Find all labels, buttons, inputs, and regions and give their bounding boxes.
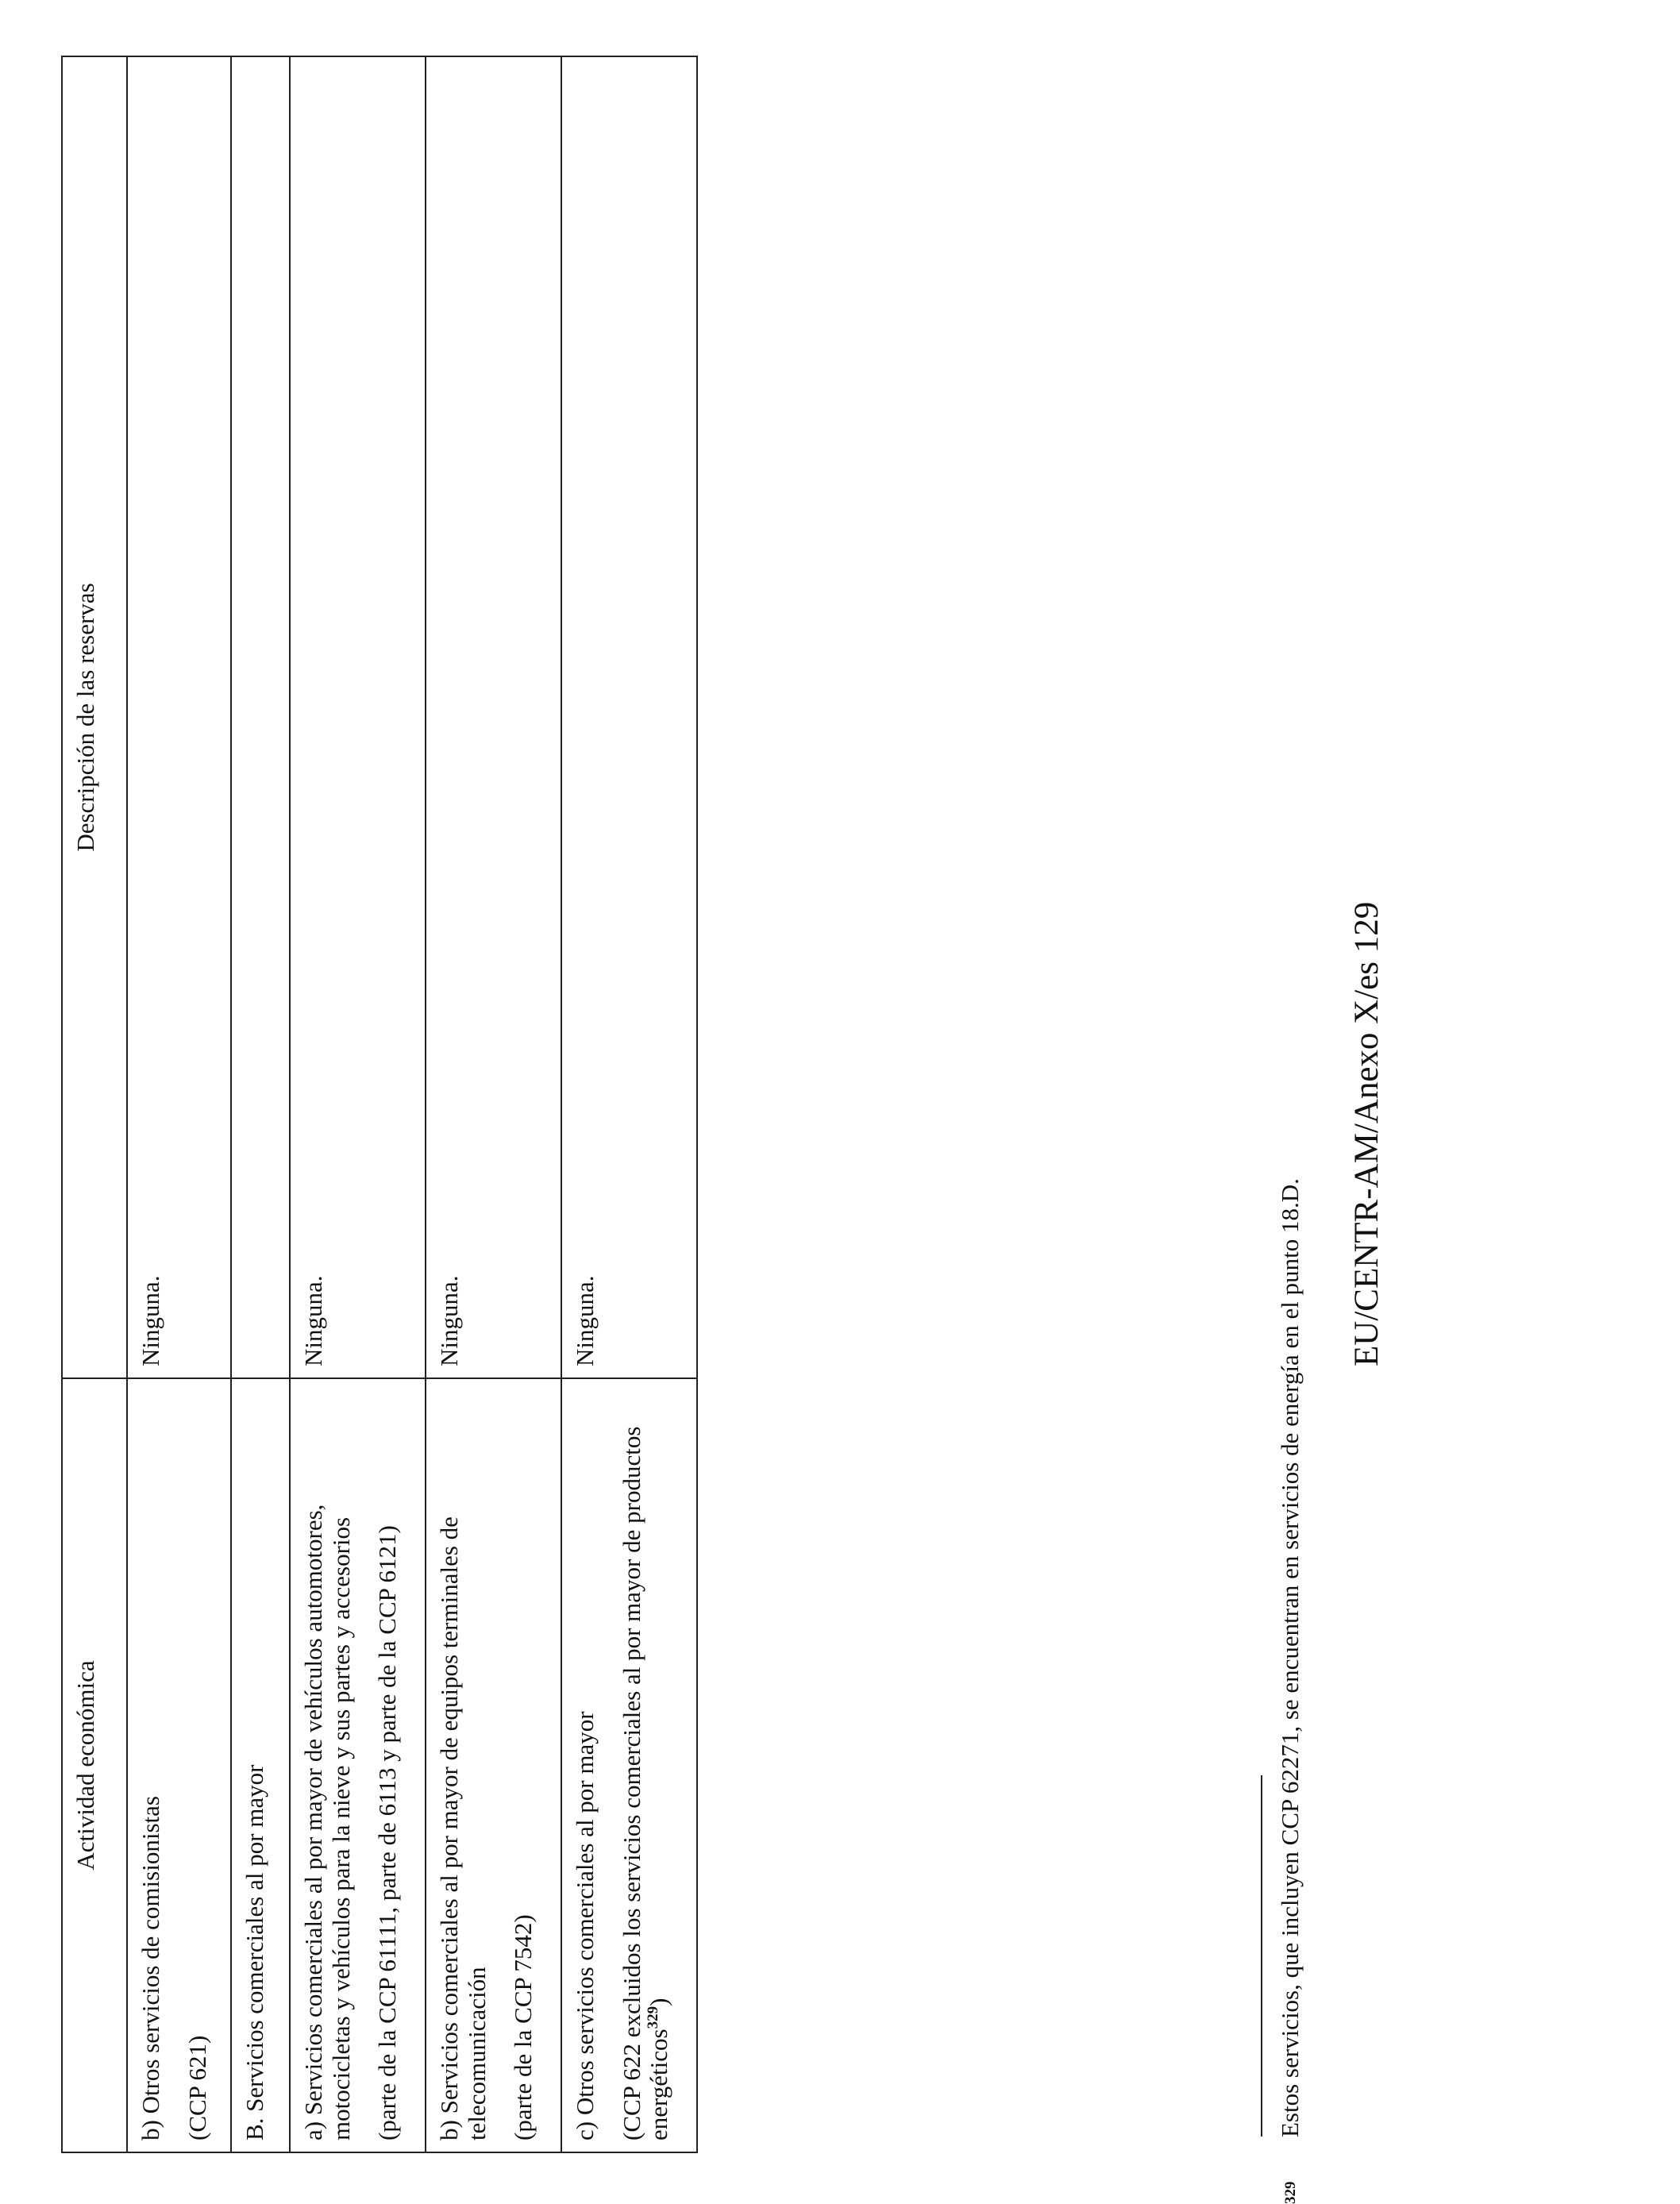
activity-text: b) Servicios comerciales al por mayor de equipos terminales de telecomunicación [435, 1516, 491, 2140]
table-header-row [62, 56, 127, 2152]
reservations-table [61, 56, 698, 2153]
footnote-marker[interactable]: 329 [645, 2006, 662, 2029]
table-row [231, 56, 290, 2152]
header-activity: Actividad económica [62, 1378, 127, 2152]
section-heading: B. Servicios comerciales al por mayor [241, 1764, 268, 2140]
footnote-divider [1261, 1775, 1262, 2137]
ccp-reference: (CCP 621) [183, 2035, 211, 2140]
activity-cell [561, 1378, 697, 2152]
ccp-reference-text: (CCP 622 excluidos los servicios comerciales al por mayor de productos energéticos [617, 1426, 673, 2140]
closing-paren: ) [645, 1998, 673, 2006]
table-row [561, 56, 697, 2152]
table-row [426, 56, 561, 2152]
description-cell: Ninguna. [561, 56, 697, 1378]
page-identifier: EU/CENTR-AM/Anexo X/es 129 [1348, 901, 1385, 1366]
footnote-number: 329 [1282, 2181, 1299, 2204]
ccp-reference: (parte de la CCP 7542) [509, 1914, 538, 2140]
activity-cell [426, 1378, 561, 2152]
table-row [127, 56, 231, 2152]
activity-cell [127, 1378, 231, 2152]
activity-text: a) Servicios comerciales al por mayor de vehículos automotores, motocicletas y vehículos para la nieve y sus partes y accesorios [299, 1504, 355, 2140]
description-cell: Ninguna. [290, 56, 426, 1378]
description-cell [231, 56, 290, 1378]
description-cell: Ninguna. [127, 56, 231, 1378]
activity-text: c) Otros servicios comerciales al por mayor [571, 1711, 599, 2140]
description-cell: Ninguna. [426, 56, 561, 1378]
activity-cell [290, 1378, 426, 2152]
header-description: Descripción de las reservas [62, 56, 127, 1378]
table-row [290, 56, 426, 2152]
footnote-text: Estos servicios, que incluyen CCP 62271, se encuentran en servicios de energía en el punto 18.D. [1276, 1178, 1304, 2137]
ccp-reference: (parte de la CCP 61111, parte de 6113 y parte de la CCP 6121) [373, 1525, 402, 2140]
ccp-reference [618, 1390, 673, 2140]
activity-text: b) Otros servicios de comisionistas [137, 1796, 164, 2140]
activity-cell [231, 1378, 290, 2152]
